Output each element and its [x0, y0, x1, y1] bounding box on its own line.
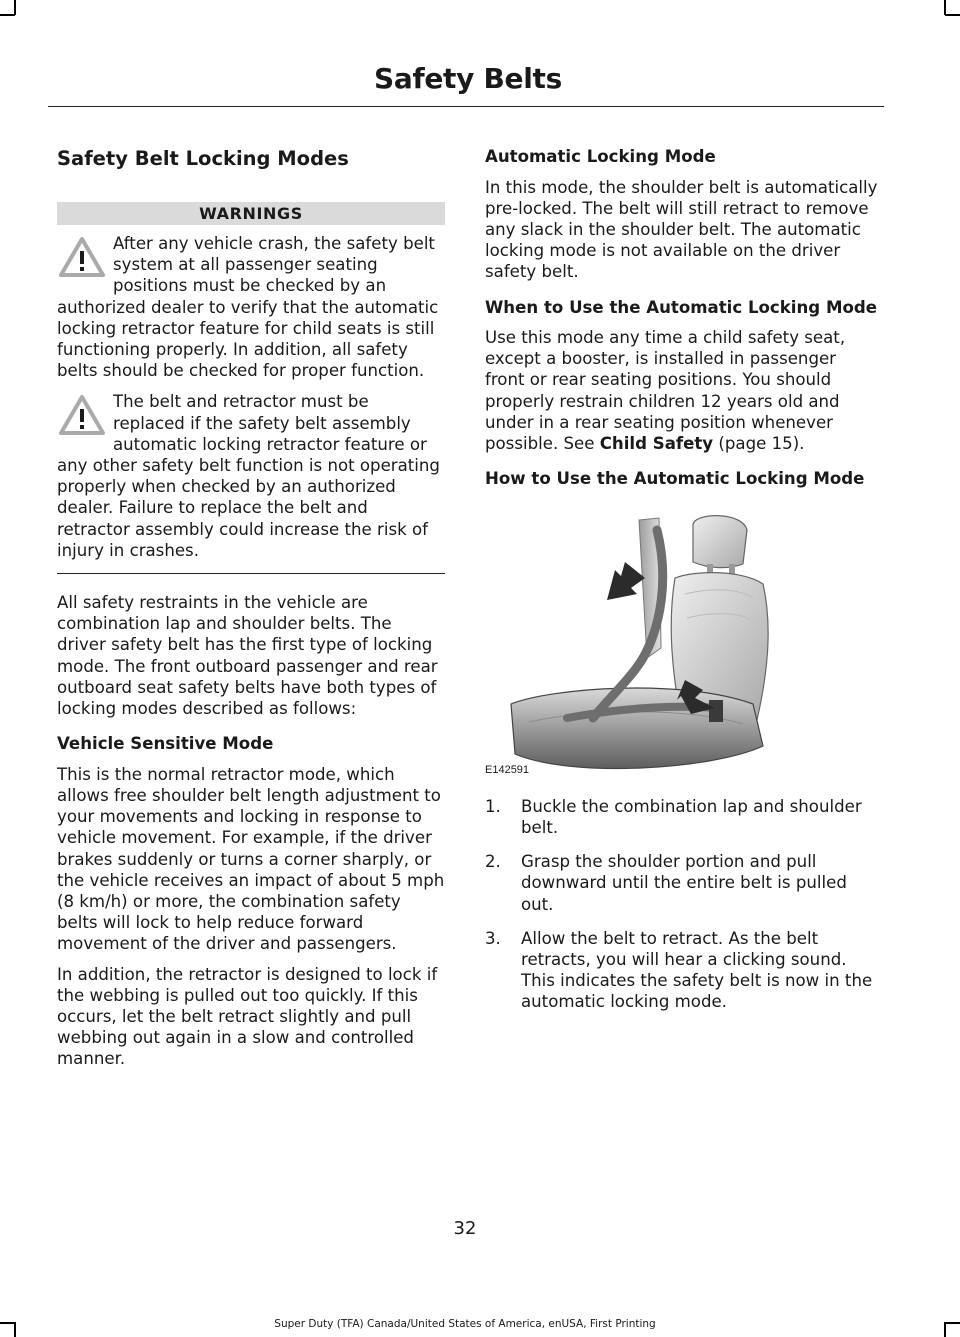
crop-mark	[0, 14, 15, 16]
vehicle-sensitive-mode-paragraph-1: This is the normal retractor mode, which allows free shoulder belt length adjustment to your movements and locking in response to vehicle movement. For example, if the driver brakes suddenly or turns a corner sharply, or the vehicle receives an impact of about 5 mph (8 km/h) or more, the combination safety belts will lock to help reduce forward movement of the driver and passengers.	[57, 764, 445, 954]
list-item: 2. Grasp the shoulder portion and pull downward until the entire belt is pulled out.	[485, 852, 847, 914]
vehicle-sensitive-mode-heading: Vehicle Sensitive Mode	[57, 734, 274, 754]
warning-text-2: The belt and retractor must be replaced if the safety belt assembly automatic locking retractor feature or any other safety belt function is not operating properly when checked by an authorized dealer. Failure to replace the belt and retractor assembly could increase the risk of injury in crashes.	[57, 392, 440, 560]
section-title: Safety Belt Locking Modes	[57, 147, 349, 170]
warning-triangle-icon	[57, 393, 107, 437]
child-safety-reference-link[interactable]: Child Safety	[599, 434, 714, 454]
footer-text: Super Duty (TFA) Canada/United States of America, enUSA, First Printing	[274, 1318, 656, 1330]
warning-text-1: After any vehicle crash, the safety belt system at all passenger seating positions must be checked by an authorized dealer to verify that the automatic locking retractor feature for child seats is still functioning properly. In addition, all safety belts should be checked for proper function.	[57, 234, 439, 381]
when-to-use-paragraph: Use this mode any time a child safety seat, except a booster, is installed in passenger front or rear seating positions. You should properly restrain children 12 years old and under in a rear seating position whenever possible. See Child Safety (page 15).	[485, 328, 846, 454]
how-to-use-heading: How to Use the Automatic Locking Mode	[485, 469, 865, 489]
steps-list	[485, 796, 880, 1013]
crop-mark	[945, 1322, 960, 1324]
intro-paragraph: All safety restraints in the vehicle are combination lap and shoulder belts. The driver safety belt has the first type of locking mode. The front outboard passenger and rear outboard seat safety belts have both types of locking modes described as follows:	[57, 593, 438, 719]
right-column	[485, 146, 880, 1026]
warning-triangle-icon	[57, 235, 107, 279]
seat-belt-illustration	[481, 508, 781, 780]
crop-mark	[14, 0, 16, 15]
header-rule	[48, 106, 884, 107]
crop-mark	[944, 1322, 946, 1337]
warnings-end-rule	[57, 573, 445, 574]
warning-item	[57, 391, 445, 561]
left-column	[57, 146, 445, 1070]
list-item: 3. Allow the belt to retract. As the belt retracts, you will hear a clicking sound. This indicates the safety belt is now in the automatic locking mode.	[485, 928, 873, 1012]
seat-with-belt-drawing	[481, 508, 781, 780]
page-number: 32	[453, 1218, 477, 1239]
vehicle-sensitive-mode-paragraph-2: In addition, the retractor is designed to lock if the webbing is pulled out too quickly. If this occurs, let the belt retract slightly and pull webbing out again in a slow and controlled manner.	[57, 964, 438, 1069]
figure-code-label: E142591	[485, 763, 530, 776]
page-header-title: Safety Belts	[374, 62, 562, 95]
automatic-locking-mode-heading: Automatic Locking Mode	[485, 147, 716, 166]
warning-item	[57, 233, 445, 381]
crop-mark	[945, 14, 960, 16]
list-item: 1. Buckle the combination lap and shoulder belt.	[485, 796, 862, 837]
warnings-heading: WARNINGS	[57, 202, 445, 225]
when-to-use-heading: When to Use the Automatic Locking Mode	[485, 297, 877, 317]
crop-mark	[944, 0, 946, 15]
automatic-locking-mode-paragraph: In this mode, the shoulder belt is automatically pre-locked. The belt will still retract to remove any slack in the shoulder belt. The automatic locking mode is not available on the driver safety belt.	[485, 177, 878, 282]
